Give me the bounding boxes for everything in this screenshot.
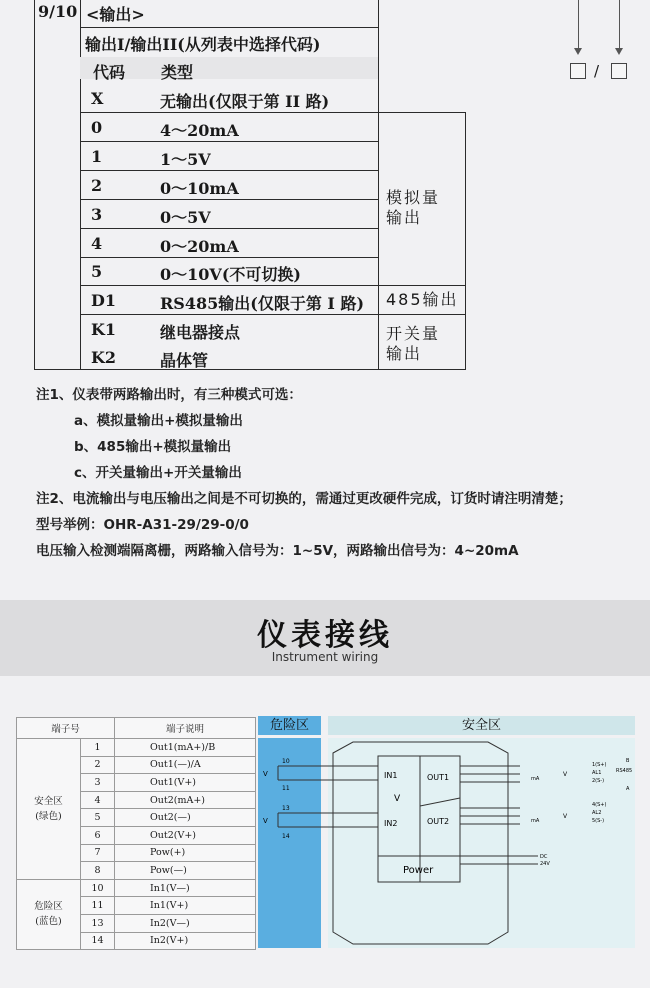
terminal-desc: Out1(—)/A <box>115 756 256 774</box>
spec-code: X <box>91 89 104 108</box>
group-analog-output <box>386 188 440 228</box>
terminal-desc: In1(V—) <box>115 879 256 897</box>
danger-zone-color: (蓝色) <box>35 916 62 928</box>
out-v-label: V <box>563 813 568 820</box>
terminal-number: 10 <box>81 879 115 897</box>
spec-code: 4 <box>91 234 103 253</box>
terminal-desc: In2(V—) <box>115 914 256 932</box>
col-type-header: 类型 <box>161 63 194 82</box>
safe-zone-cell <box>17 739 81 880</box>
out2-label: OUT2 <box>427 817 450 826</box>
group-switch-line1: 开关量 <box>386 324 441 343</box>
group-rs485: 485输出 <box>386 290 459 309</box>
terminal-number: 7 <box>81 844 115 862</box>
group-switch-line2: 输出 <box>386 344 423 363</box>
code-box-1 <box>570 63 586 79</box>
terminal-number: 14 <box>81 932 115 950</box>
term-label: 11 <box>282 785 290 792</box>
term-2s-label: 2(S-) <box>592 778 605 784</box>
wiring-diagram <box>258 738 636 948</box>
spec-type: 0～20mA <box>160 237 239 256</box>
spec-type: 0～5V <box>160 208 211 227</box>
terminal-number: 5 <box>81 809 115 827</box>
terminal-number: 3 <box>81 774 115 792</box>
in2-label: IN2 <box>384 819 398 828</box>
arrow-line <box>619 0 620 48</box>
out1-label: OUT1 <box>427 773 450 782</box>
spec-type: 无输出(仅限于第 II 路) <box>160 92 330 111</box>
terminal-number: 11 <box>81 897 115 915</box>
a-label: A <box>626 786 630 792</box>
note-1a: a、模拟量输出+模拟量输出 <box>74 413 243 429</box>
terminal-desc: Out1(V+) <box>115 774 256 792</box>
danger-zone-label: 危险区 <box>34 901 63 913</box>
terminal-number: 13 <box>81 914 115 932</box>
spec-code: 0 <box>91 118 103 137</box>
terminal-number: 8 <box>81 862 115 880</box>
ma-label: mA <box>531 776 540 782</box>
spec-code: 3 <box>91 205 103 224</box>
spec-code: 2 <box>91 176 103 195</box>
arrow-line <box>578 0 579 48</box>
term-5s-label: 5(S-) <box>592 818 605 824</box>
section-subtitle: Instrument wiring <box>271 650 379 664</box>
term-label: 10 <box>282 758 290 765</box>
spec-code: K1 <box>91 320 117 339</box>
group-analog-line2: 输出 <box>386 208 423 227</box>
spec-code: 5 <box>91 262 103 281</box>
source-v-label: V <box>263 817 268 825</box>
spec-type: 晶体管 <box>160 351 209 370</box>
spec-type: 继电器接点 <box>160 323 241 342</box>
terminal-desc: Out2(mA+) <box>115 791 256 809</box>
term-4s-label: 4(S+) <box>592 802 607 808</box>
notes <box>36 382 572 564</box>
note-1: 注1、仪表带两路输出时，有三种模式可选： <box>36 387 302 403</box>
arrow-down-icon <box>615 48 623 55</box>
section-title: 仪表接线 <box>257 618 393 653</box>
source-v-label: V <box>263 770 268 778</box>
dc24-label: 24V <box>540 861 550 867</box>
spec-section-title: <输出> <box>86 5 145 24</box>
spec-type: 4～20mA <box>160 121 239 140</box>
al1-label: AL1 <box>592 770 602 776</box>
terminal-desc-header: 端子说明 <box>115 718 256 739</box>
spec-type: 1～5V <box>160 150 211 169</box>
spec-code: K2 <box>91 348 117 367</box>
terminal-desc: Out2(—) <box>115 809 256 827</box>
b-label: B <box>626 758 630 764</box>
group-switch-output <box>386 324 440 364</box>
out-v-label: V <box>563 771 568 778</box>
model-example: 型号举例：OHR-A31-29/29-0/0 <box>36 517 249 533</box>
safe-zone-panel <box>328 738 635 948</box>
spec-row-label: 9/10 <box>38 2 78 21</box>
terminal-desc: Pow(—) <box>115 862 256 880</box>
v-label: V <box>394 794 401 804</box>
terminal-desc: Out1(mA+)/B <box>115 739 256 757</box>
spec-type: 0～10mA <box>160 179 239 198</box>
safe-zone-label: 安全区 <box>34 795 63 807</box>
danger-zone-header: 危险区 <box>258 716 321 735</box>
spec-type: 0～10V(不可切换) <box>160 265 301 284</box>
spec-code: 1 <box>91 147 103 166</box>
rs485-label: RS485 <box>616 768 633 774</box>
col-code-header: 代码 <box>93 63 126 82</box>
terminal-number: 6 <box>81 826 115 844</box>
arrow-down-icon <box>574 48 582 55</box>
terminal-desc: In1(V+) <box>115 897 256 915</box>
code-box-2 <box>611 63 627 79</box>
section-banner <box>0 600 650 676</box>
terminal-number: 1 <box>81 739 115 757</box>
note-1c: c、开关量输出+开关量输出 <box>74 465 242 481</box>
note-2: 注2、电流输出与电压输出之间是不可切换的，需通过更改硬件完成，订货时请注明清楚； <box>36 491 572 507</box>
terminal-desc: In2(V+) <box>115 932 256 950</box>
danger-zone-cell <box>17 879 81 949</box>
term-label: 14 <box>282 833 290 840</box>
terminal-header: 端子号 <box>17 718 115 739</box>
term-1s-label: 1(S+) <box>592 762 607 768</box>
spec-table <box>34 0 466 370</box>
terminal-number: 4 <box>81 791 115 809</box>
group-analog-line1: 模拟量 <box>386 188 441 207</box>
terminal-desc: Pow(+) <box>115 844 256 862</box>
in1-label: IN1 <box>384 771 398 780</box>
spec-code: D1 <box>91 291 117 310</box>
term-label: 13 <box>282 805 290 812</box>
note-1b: b、485输出+模拟量输出 <box>74 439 232 455</box>
power-label: Power <box>403 865 434 876</box>
terminal-number: 2 <box>81 756 115 774</box>
spec-type: RS485输出(仅限于第 I 路) <box>160 294 365 313</box>
terminal-desc: Out2(V+) <box>115 826 256 844</box>
ma-label: mA <box>531 818 540 824</box>
code-box-slash: / <box>594 62 600 80</box>
spec-subtitle: 输出I/输出II(从列表中选择代码) <box>85 35 321 54</box>
al2-label: AL2 <box>592 810 602 816</box>
dc-label: DC <box>540 854 548 860</box>
terminal-table <box>16 717 256 950</box>
safe-zone-color: (绿色) <box>35 810 62 822</box>
signal-description: 电压输入检测端隔离栅，两路输入信号为：1~5V，两路输出信号为：4~20mA <box>36 543 519 559</box>
safe-zone-header: 安全区 <box>328 716 635 735</box>
